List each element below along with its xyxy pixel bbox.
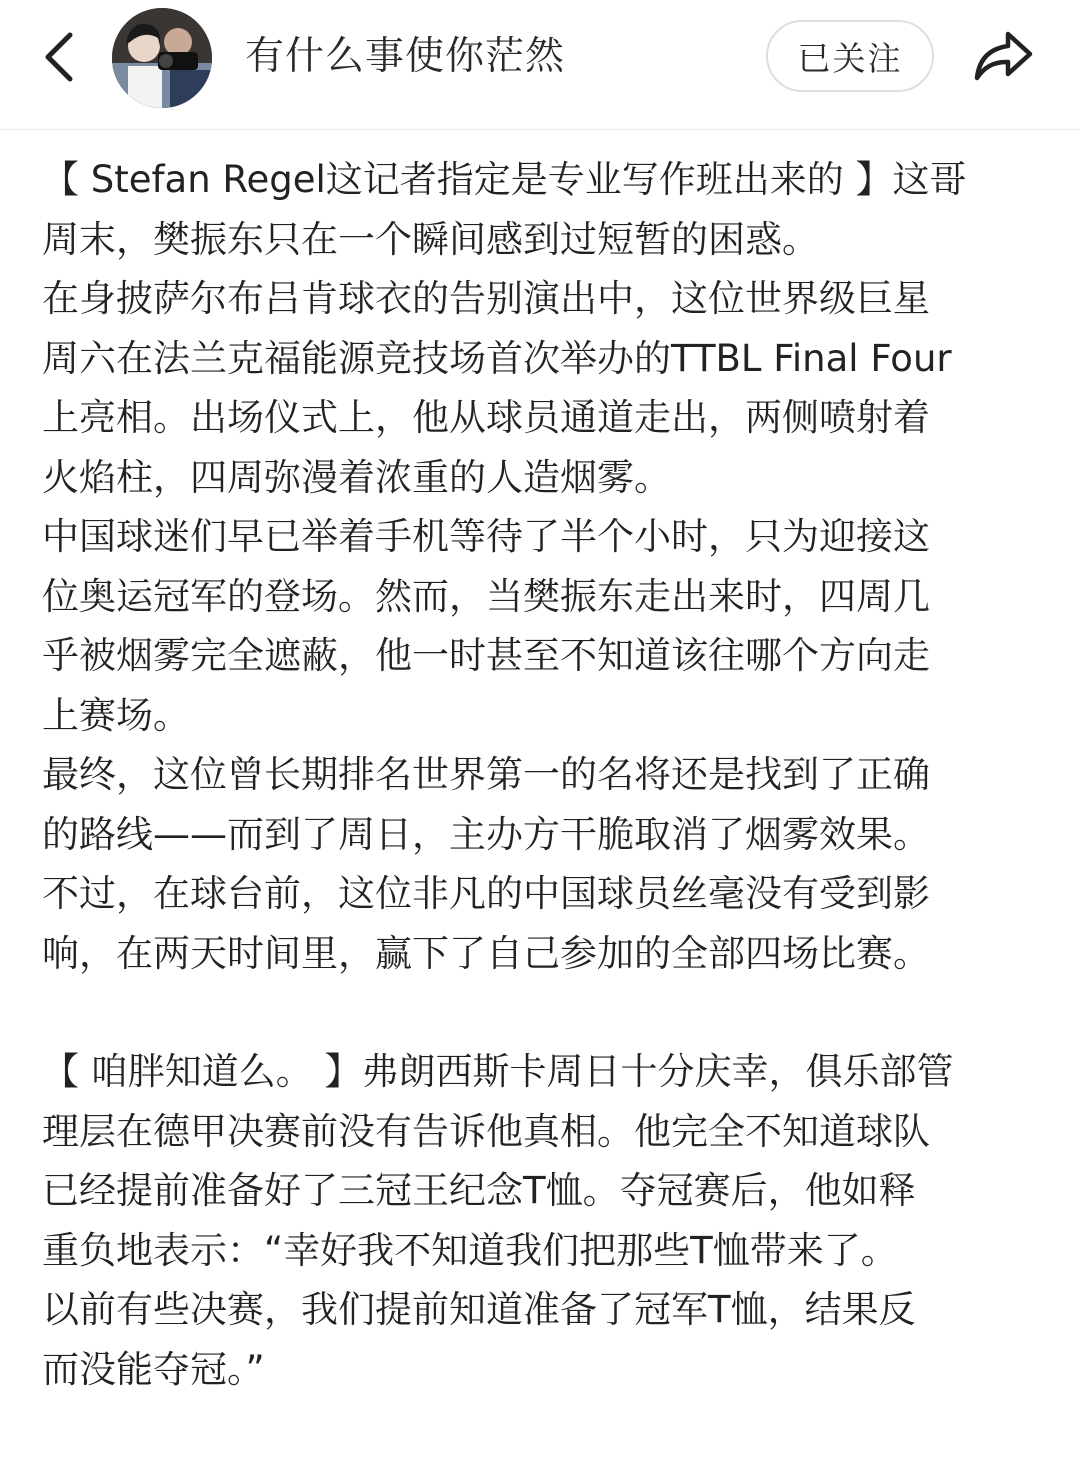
post-content	[42, 150, 1036, 1399]
top-bar	[0, 0, 1080, 130]
post-paragraph-2: 【 咱胖知道么。 】弗朗西斯卡周日十分庆幸，俱乐部管 理层在德甲决赛前没有告诉他真相。他完全不知道球队 已经提前准备好了三冠王纪念T恤。夺冠赛后，他如释 重负地表示：“幸好我不知道我们把那些T恤带来了。 以前有些决赛，我们提前知道准备了冠军T恤，结果反 而没能夺冠。”	[42, 1050, 954, 1391]
page-title: 有什么事使你茫然	[245, 34, 566, 79]
back-button[interactable]	[30, 22, 86, 92]
post-paragraph-1: 【 Stefan Regel这记者指定是专业写作班出来的 】这哥 周末，樊振东只在一个瞬间感到过短暂的困惑。 在身披萨尔布吕肯球衣的告别演出中，这位世界级巨星 周六在法兰克福能源竞技场首次举办的TTBL Final Four 上亮相。出场仪式上，他从球员通道走出，两侧喷射着 火焰柱，四周弥漫着浓重的人造烟雾。 中国球迷们早已举着手机等待了半个小时，只为迎接这 位奥运冠军的登场。然而，当樊振东走出来时，四周几 乎被烟雾完全遮蔽，他一时甚至不知道该往哪个方向走 上赛场。 最终，这位曾长期排名世界第一的名将还是找到了正确 的路线——而到了周日，主办方干脆取消了烟雾效果。 不过，在球台前，这位非凡的中国球员丝毫没有受到影 响，在两天时间里，赢下了自己参加的全部四场比赛。	[42, 158, 967, 975]
share-button[interactable]	[968, 24, 1038, 88]
chevron-left-icon	[38, 29, 78, 85]
share-arrow-icon	[972, 28, 1034, 84]
avatar-image	[112, 8, 212, 108]
paragraph-spacer	[42, 983, 1036, 1042]
avatar[interactable]	[112, 8, 212, 108]
follow-button[interactable]: 已关注	[766, 20, 934, 92]
